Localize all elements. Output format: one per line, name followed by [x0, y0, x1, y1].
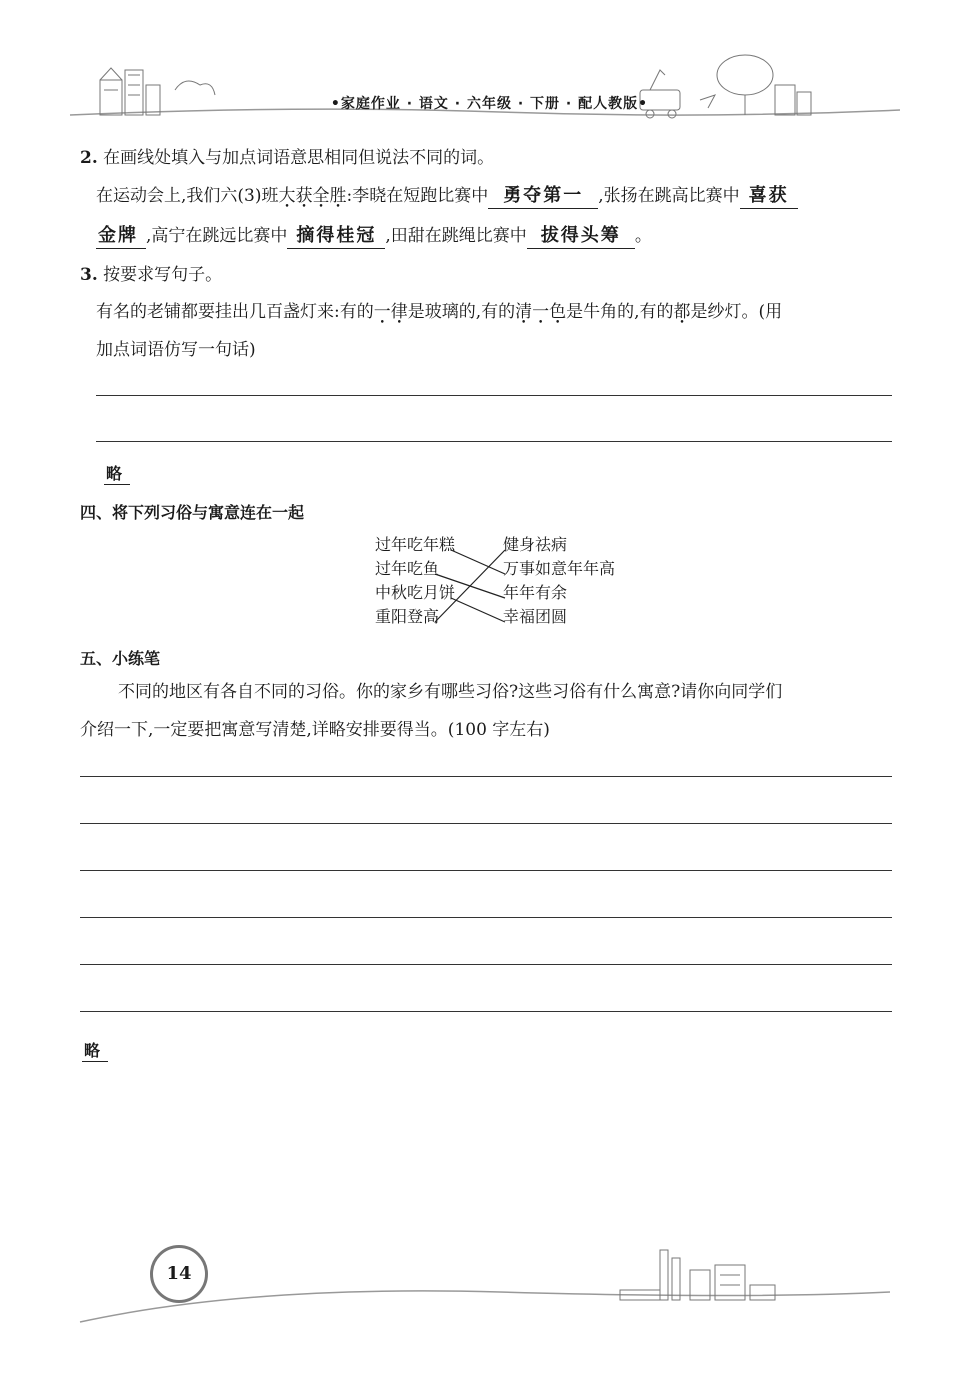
section5-title: 五、小练笔 [80, 649, 161, 668]
writing-line [80, 964, 892, 965]
dotted-char: 色 [549, 302, 567, 322]
writing-line [80, 870, 892, 871]
match-line [435, 550, 505, 622]
meaning-item: 健身祛病 [503, 535, 568, 554]
dotted-char: 大 [278, 186, 296, 206]
header-title: •家庭作业 · 语文 · 六年级 · 下册 · 配人教版• [330, 96, 649, 112]
dotted-char: 清 [515, 302, 533, 322]
q2-text: ,田甜在跳绳比赛中 [385, 226, 527, 246]
custom-item: 重阳登高 [375, 607, 440, 626]
dotted-char: 一 [532, 302, 550, 322]
q2-text: 在运动会上,我们六(3)班 [96, 186, 279, 206]
q3-text: 是纱灯。(用 [690, 302, 783, 322]
q3-number: 3. [80, 265, 98, 285]
writing-line [80, 823, 892, 824]
footer-decoration [0, 1230, 979, 1340]
q3-answer: 略 [104, 461, 130, 485]
dotted-char: 律 [390, 302, 408, 322]
q2-text: 。 [634, 226, 652, 246]
q2-number: 2. [80, 148, 98, 168]
writing-line [80, 917, 892, 918]
q2-answer-2a: 喜获 [740, 184, 798, 209]
custom-item: 中秋吃月饼 [375, 583, 456, 602]
meaning-item: 万事如意年年高 [503, 559, 616, 578]
q3-line-2: 加点词语仿写一句话) [96, 340, 256, 360]
match-line [451, 598, 505, 622]
dotted-char: 都 [673, 302, 691, 322]
dotted-char: 一 [373, 302, 391, 322]
section5-para-1: 不同的地区有各自不同的习俗。你的家乡有哪些习俗?这些习俗有什么寓意?请你向同学们 [118, 682, 783, 702]
q2-answer-1: 勇夺第一 [488, 184, 598, 209]
match-line [451, 550, 505, 574]
q2-instruction: 在画线处填入与加点词语意思相同但说法不同的词。 [103, 148, 495, 168]
q2-text: ,高宁在跳远比赛中 [146, 226, 288, 246]
q2-answer-3: 摘得桂冠 [287, 224, 385, 249]
section5-para-2: 介绍一下,一定要把寓意写清楚,详略安排要得当。(100 字左右) [80, 720, 550, 740]
q3-text: 是牛角的,有的 [566, 302, 674, 322]
writing-line [80, 776, 892, 777]
dotted-char: 胜 [329, 186, 347, 206]
q2-text: :李晓在短跑比赛中 [346, 186, 489, 206]
q3-text: 是玻璃的,有的 [407, 302, 516, 322]
q2-answer-2b: 金牌 [96, 224, 146, 249]
q2-text: ,张扬在跳高比赛中 [598, 186, 740, 206]
custom-item: 过年吃年糕 [375, 535, 456, 554]
custom-item: 过年吃鱼 [375, 559, 440, 578]
section5-answer: 略 [82, 1038, 108, 1062]
dotted-char: 全 [312, 186, 330, 206]
writing-line [80, 1011, 892, 1012]
q2-answer-4: 拔得头筹 [527, 224, 635, 249]
meaning-item: 年年有余 [503, 583, 568, 602]
section4-title: 四、将下列习俗与寓意连在一起 [80, 503, 305, 522]
page-number: 14 [150, 1245, 208, 1303]
q3-text: 有名的老铺都要挂出几百盏灯来:有的 [96, 302, 374, 322]
dotted-char: 获 [295, 186, 313, 206]
meaning-item: 幸福团圆 [503, 607, 568, 626]
q3-instruction: 按要求写句子。 [103, 265, 223, 285]
